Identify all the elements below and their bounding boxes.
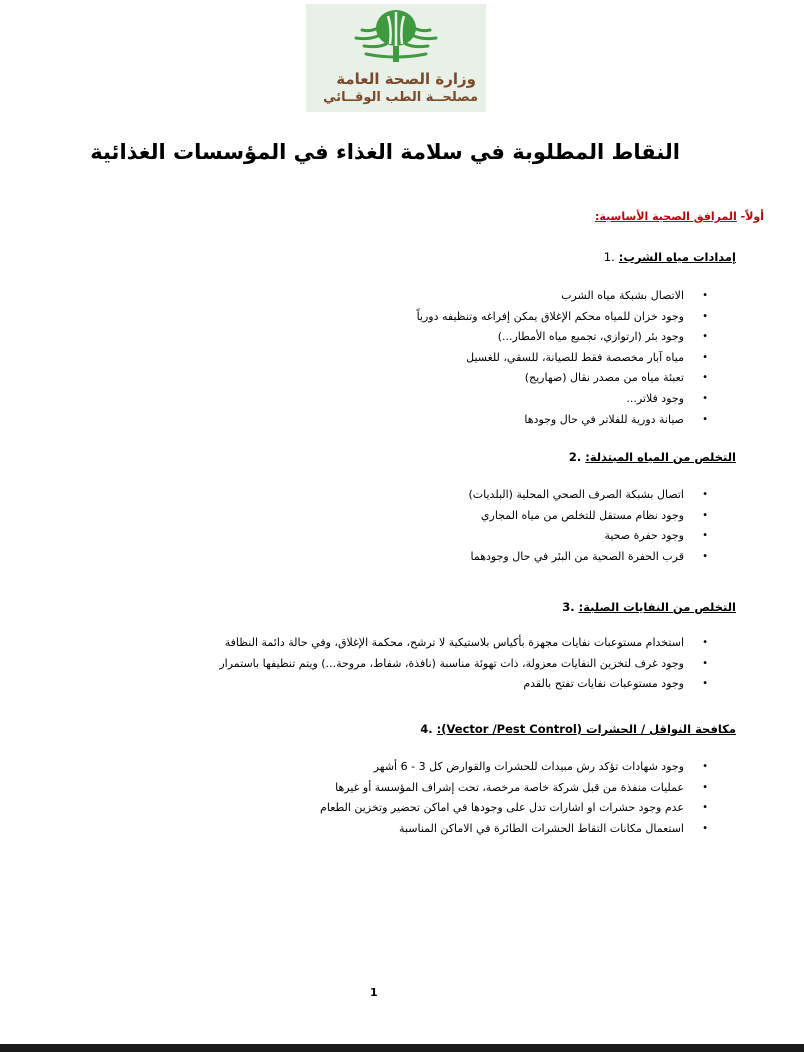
ministry-name: وزارة الصحة العامة: [336, 70, 476, 88]
section-2-list: [468, 485, 708, 567]
section-4-list: [320, 757, 708, 839]
section-main-heading: [595, 210, 764, 223]
bullet: •: [702, 392, 708, 404]
bullet: •: [702, 550, 708, 562]
section-main-prefix: أولاً-: [740, 210, 764, 223]
bullet: •: [702, 351, 708, 363]
department-name: مصلحــة الطب الوقــائي: [323, 90, 478, 105]
list-item: • مياه آبار مخصصة فقط للصيانة، للسقي، للغسيل: [417, 348, 708, 369]
section-4-label: مكافحة النواقل / الحشرات (Vector /Pest Control):: [436, 722, 736, 736]
bullet: •: [702, 637, 708, 648]
section-1-label: إمدادات مياه الشرب:: [618, 250, 736, 264]
bullet: •: [702, 372, 708, 384]
list-item: • وجود شهادات تؤكد رش مبيدات للحشرات والقوارض كل 3 - 6 أشهر: [320, 757, 708, 778]
section-2-label: التخلص من المياه المبتذلة:: [585, 450, 736, 464]
list-item: • الاتصال بشبكة مياه الشرب: [417, 286, 708, 307]
bullet: •: [702, 678, 708, 690]
section-main-label: المرافق الصحية الأساسية:: [595, 210, 737, 223]
bullet: •: [702, 802, 708, 814]
list-item: • استخدام مستوعبات نفايات مجهزة بأكياس بلاستيكية لا ترشح، محكمة الإغلاق، وفي حالة دائمة النظافة: [219, 633, 708, 654]
section-3-heading: [562, 600, 736, 614]
section-3-label: التخلص من النفايات الصلبة:: [578, 600, 736, 614]
bullet: •: [702, 530, 708, 542]
bullet: •: [702, 310, 708, 322]
page-number: 1: [370, 986, 378, 999]
list-item: • قرب الحفرة الصحية من البئر في حال وجودهما: [468, 547, 708, 568]
list-item: • وجود بئر (ارتوازي، تجميع مياه الأمطار...): [417, 327, 708, 348]
document-title: النقاط المطلوبة في سلامة الغذاء في المؤسسات الغذائية: [90, 140, 680, 164]
list-item: • وجود غرف لتخزين النفايات معزولة، ذات تهوئة مناسبة (نافذة، شفاط، مروحة...) ويتم تنظيفها باستمرار: [219, 654, 708, 675]
cedar-tree-icon: [306, 4, 486, 70]
ministry-logo: [306, 4, 486, 112]
bullet: •: [702, 657, 708, 669]
section-3-list: [219, 633, 708, 695]
list-item: • تعبئة مياه من مصدر نقال (صهاريج): [417, 368, 708, 389]
section-3-number: .3: [562, 600, 575, 614]
section-1-heading: [604, 250, 736, 264]
list-item: • عمليات منفذة من قبل شركة خاصة مرخصة، تحت إشراف المؤسسة أو غيرها: [320, 778, 708, 799]
section-1-list: [417, 286, 708, 430]
bullet: •: [702, 290, 708, 301]
list-item: • صيانة دورية للفلاتر في حال وجودها: [417, 410, 708, 431]
list-item: • عدم وجود حشرات او اشارات تدل على وجودها في اماكن تحضير وتخزين الطعام: [320, 798, 708, 819]
bullet: •: [702, 331, 708, 343]
section-2-number: .2: [568, 450, 582, 464]
section-4-number: .4: [420, 722, 433, 736]
section-1-number: .1: [603, 250, 615, 264]
bullet: •: [702, 509, 708, 521]
list-item: • اتصال بشبكة الصرف الصحي المحلية (البلديات): [468, 485, 708, 506]
list-item: • استعمال مكانات التقاط الحشرات الطائرة في الاماكن المناسبة: [320, 819, 708, 840]
bullet: •: [702, 413, 708, 425]
list-item: • وجود فلاتر...: [417, 389, 708, 410]
list-item: • وجود نظام مستقل للتخلص من مياه المجاري: [468, 506, 708, 527]
bullet: •: [702, 761, 708, 772]
bullet: •: [702, 781, 708, 793]
list-item: • وجود خزان للمياه محكم الإغلاق يمكن إفراغه وتنظيفه دورياً: [417, 307, 708, 328]
list-item: • وجود حفرة صحية: [468, 526, 708, 547]
bullet: •: [702, 822, 708, 834]
section-4-heading: [420, 722, 736, 736]
bottom-bar: [0, 1044, 804, 1052]
section-2-heading: [569, 450, 736, 464]
list-item: • وجود مستوعبات نفايات تفتح بالقدم: [219, 674, 708, 695]
bullet: •: [702, 489, 708, 500]
